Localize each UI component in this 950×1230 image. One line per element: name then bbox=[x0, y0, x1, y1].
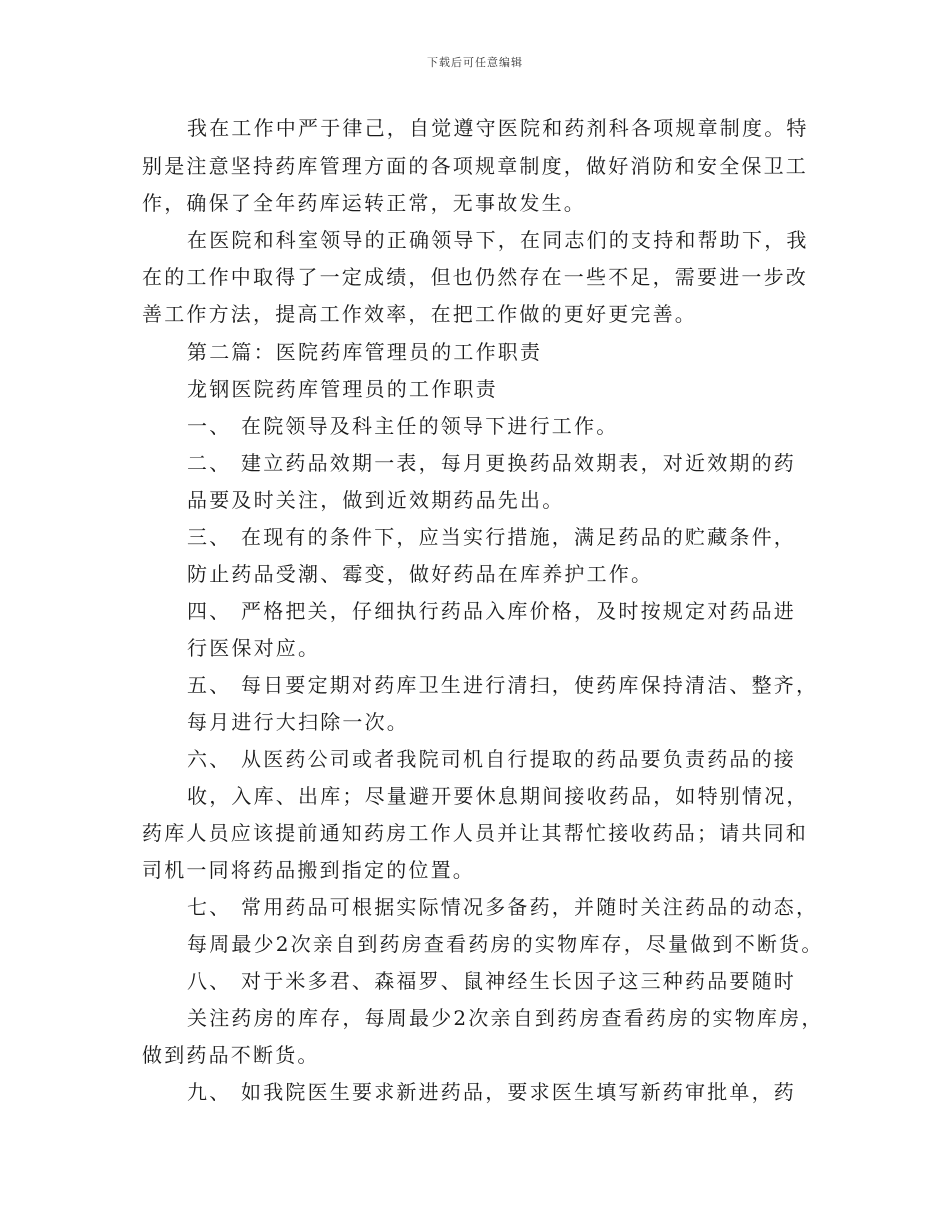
item-text: 对于米多君、森福罗、鼠神经生长因子这三种药品要随时 bbox=[241, 969, 796, 993]
paragraph-line: 作，确保了全年药库运转正常，无事故发生。 bbox=[142, 191, 586, 215]
item-text: 严格把关，仔细执行药品入库价格，及时按规定对药品进 bbox=[241, 599, 796, 623]
item-text: 从医药公司或者我院司机自行提取的药品要负责药品的接 bbox=[241, 747, 796, 771]
item-text: 每日要定期对药库卫生进行清扫，使药库保持清洁、整齐， bbox=[241, 673, 819, 697]
duty-item-continuation: 做到药品不断货。 bbox=[142, 1043, 320, 1067]
duty-item bbox=[187, 599, 796, 623]
duty-item bbox=[187, 1080, 796, 1104]
item-number: 一、 bbox=[187, 414, 232, 438]
duty-item-continuation: 药库人员应该提前通知药房工作人员并让其帮忙接收药品；请共同和 bbox=[142, 821, 808, 845]
duty-item-continuation: 关注药房的库存，每周最少2次亲自到药房查看药房的实物库房， bbox=[187, 1006, 824, 1030]
section-heading: 第二篇：医院药库管理员的工作职责 bbox=[187, 340, 543, 364]
duty-item-continuation: 每周最少2次亲自到药房查看药房的实物库存，尽量做到不断货。 bbox=[187, 932, 824, 956]
item-number: 三、 bbox=[187, 525, 232, 549]
item-number: 四、 bbox=[187, 599, 232, 623]
duty-item bbox=[187, 969, 796, 993]
header-note: 下载后可任意编辑 bbox=[427, 56, 523, 69]
duty-item-continuation: 司机一同将药品搬到指定的位置。 bbox=[142, 858, 475, 882]
item-number: 九、 bbox=[187, 1080, 232, 1104]
duty-item-continuation: 每月进行大扫除一次。 bbox=[187, 710, 409, 734]
paragraph-line: 我在工作中严于律己，自觉遵守医院和药剂科各项规章制度。特 bbox=[187, 116, 809, 140]
duty-item-continuation: 收，入库、出库；尽量避开要休息期间接收药品，如特别情况， bbox=[187, 784, 809, 808]
duty-item bbox=[187, 673, 818, 697]
duty-item-continuation: 行医保对应。 bbox=[187, 636, 321, 660]
item-text: 建立药品效期一表，每月更换药品效期表，对近效期的药 bbox=[241, 451, 796, 475]
item-text: 在现有的条件下，应当实行措施，满足药品的贮藏条件， bbox=[241, 525, 796, 549]
item-number: 七、 bbox=[187, 895, 232, 919]
duty-item bbox=[187, 414, 618, 438]
item-text: 在院领导及科主任的领导下进行工作。 bbox=[241, 414, 619, 438]
paragraph-line: 在医院和科室领导的正确领导下，在同志们的支持和帮助下，我 bbox=[187, 228, 809, 252]
paragraph-line: 别是注意坚持药库管理方面的各项规章制度，做好消防和安全保卫工 bbox=[142, 154, 808, 178]
duty-item-continuation: 品要及时关注，做到近效期药品先出。 bbox=[187, 488, 565, 512]
item-text: 常用药品可根据实际情况多备药，并随时关注药品的动态， bbox=[241, 895, 819, 919]
duty-item-continuation: 防止药品受潮、霉变，做好药品在库养护工作。 bbox=[187, 562, 654, 586]
paragraph-line: 善工作方法，提高工作效率，在把工作做的更好更完善。 bbox=[142, 302, 697, 326]
item-number: 五、 bbox=[187, 673, 232, 697]
duty-item bbox=[187, 747, 796, 771]
item-number: 二、 bbox=[187, 451, 232, 475]
duty-item bbox=[187, 525, 796, 549]
paragraph-line: 在的工作中取得了一定成绩，但也仍然存在一些不足，需要进一步改 bbox=[142, 265, 808, 289]
item-text: 如我院医生要求新进药品，要求医生填写新药审批单，药 bbox=[241, 1080, 796, 1104]
duty-item bbox=[187, 451, 796, 475]
item-number: 八、 bbox=[187, 969, 232, 993]
item-number: 六、 bbox=[187, 747, 232, 771]
document-title: 龙钢医院药库管理员的工作职责 bbox=[187, 377, 498, 401]
duty-item bbox=[187, 895, 818, 919]
